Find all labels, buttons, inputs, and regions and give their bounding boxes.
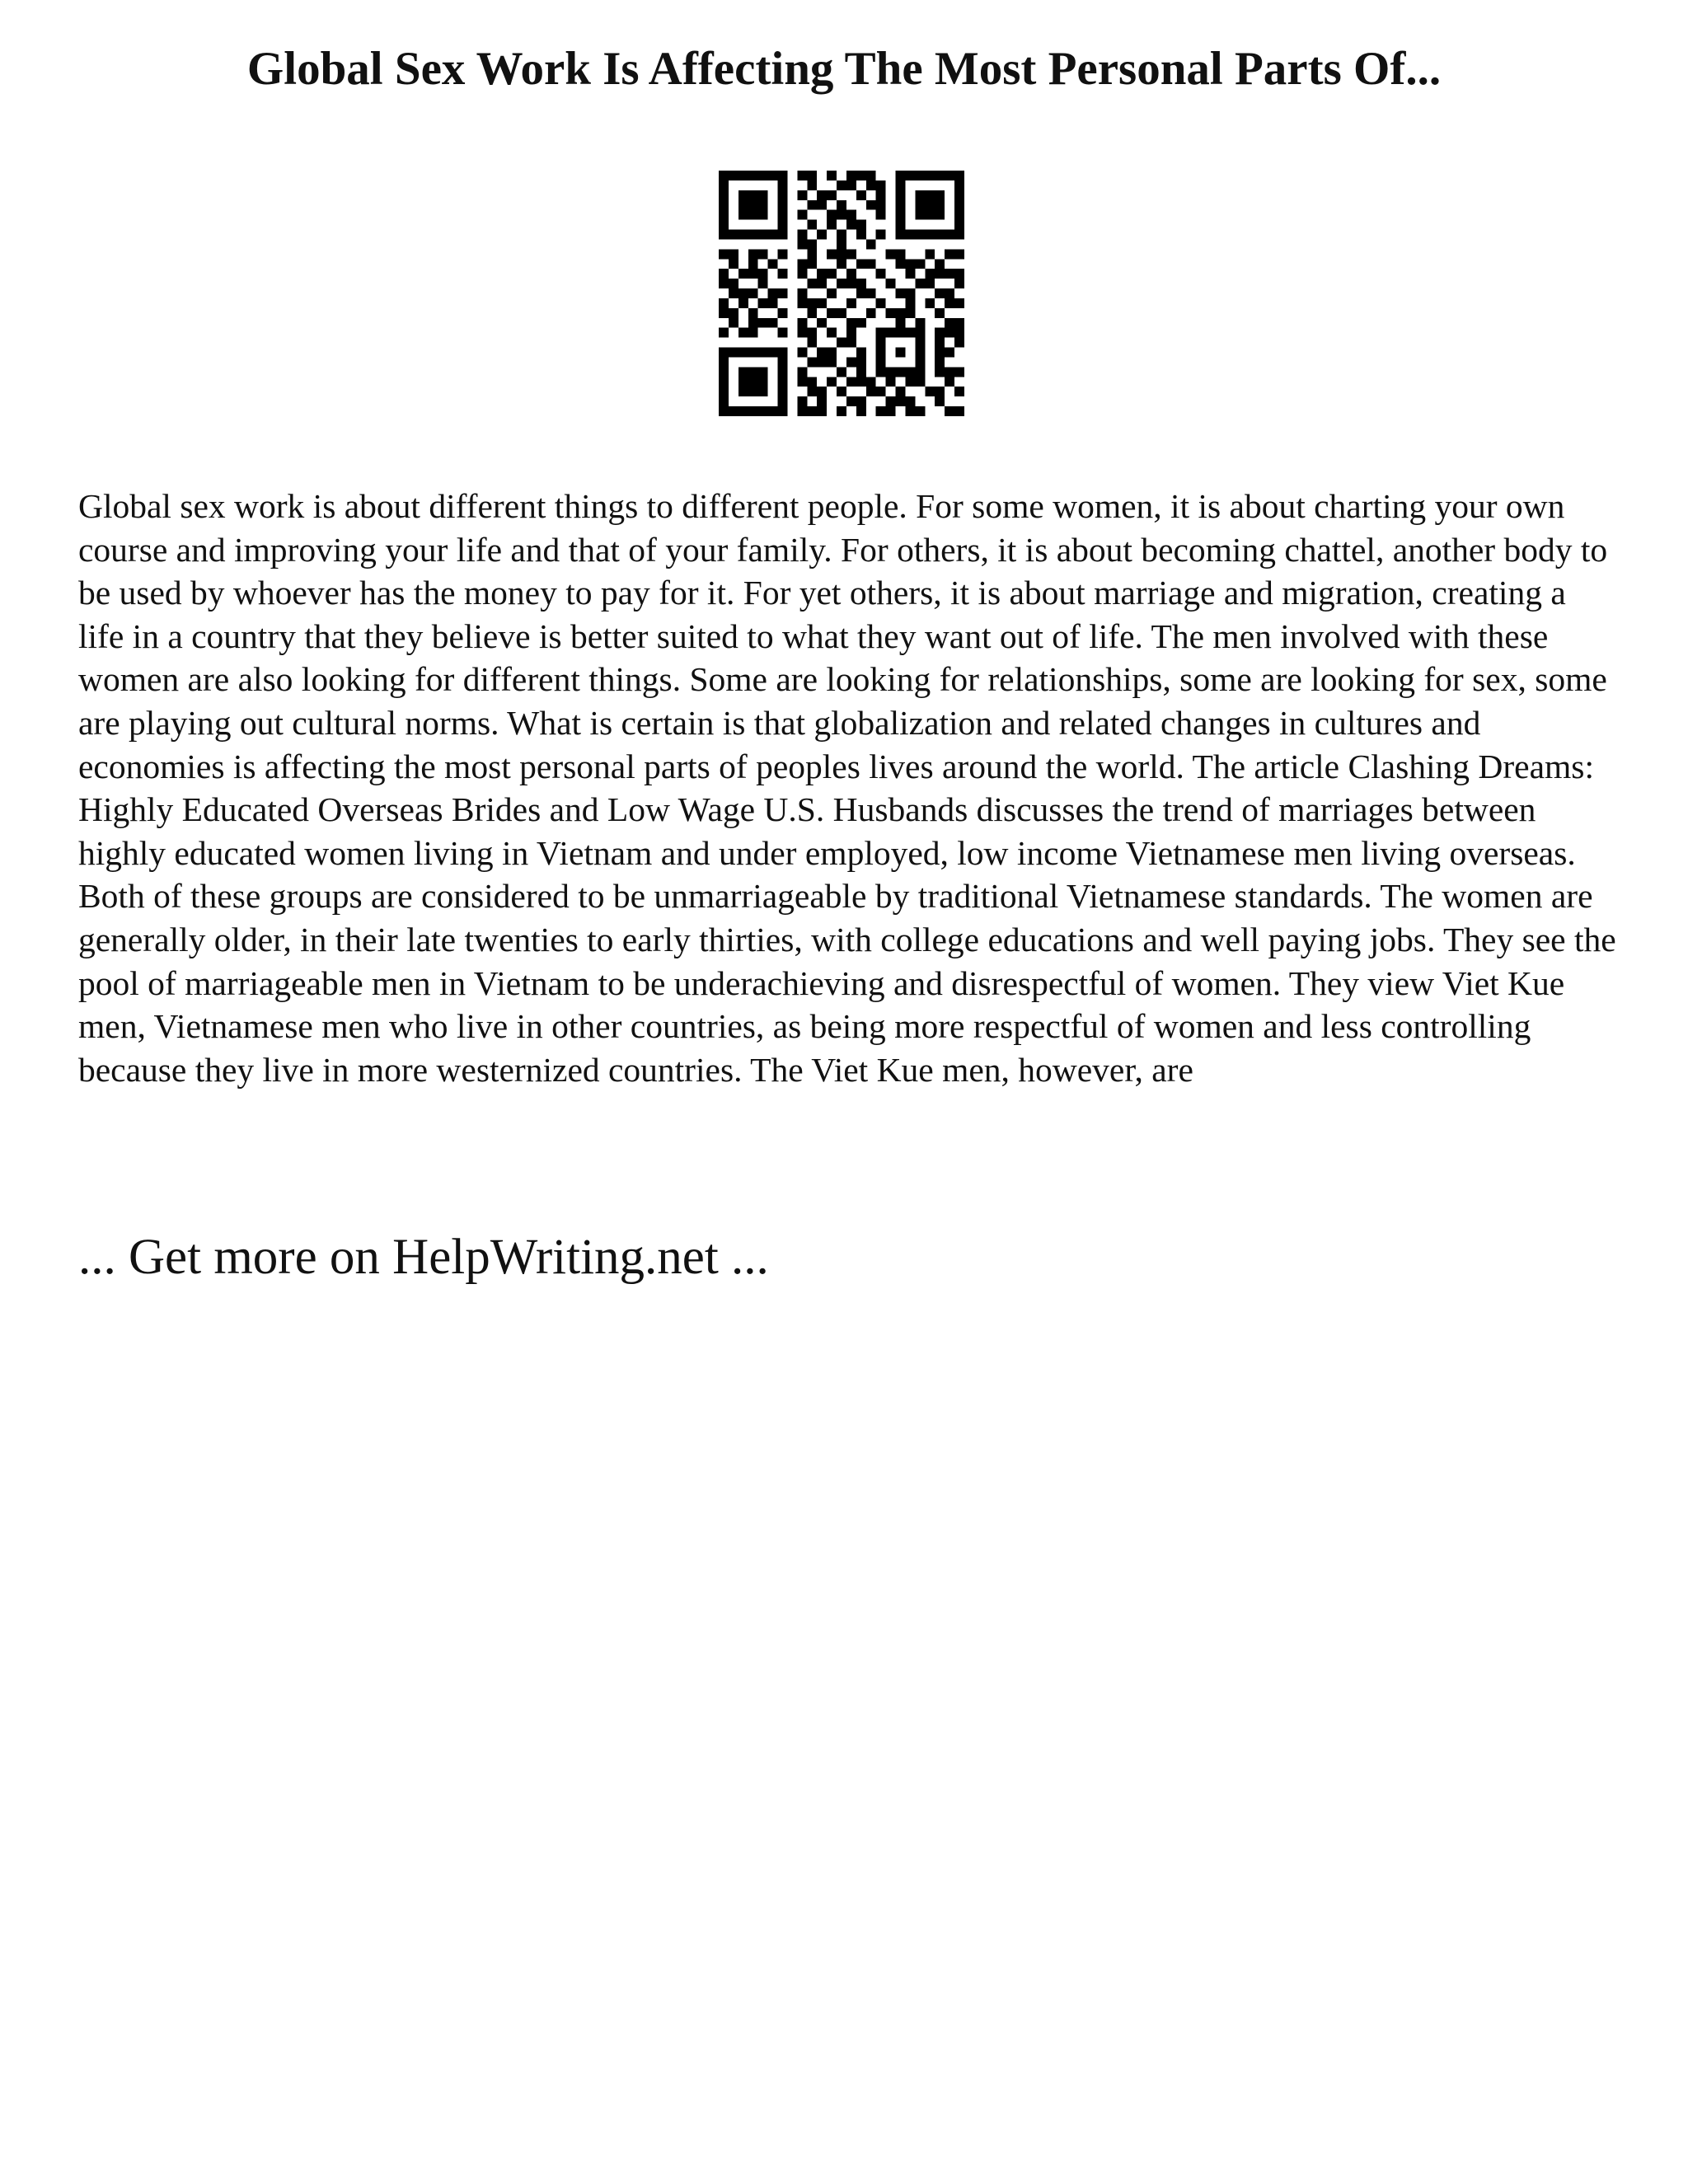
- document-title: Global Sex Work Is Affecting The Most Personal Parts Of...: [246, 43, 1442, 95]
- body-paragraph: Global sex work is about different things to different people. For some women, it is about charting your own course and improving your life and that of your family. For others, it is about becoming chattel, another body to be used by whoever has the money to pay for it. For yet others, it is about marriage and migration, creating a life in a country that they believe is better suited to what they want out of life. The men involved with these women are also looking for different things. Some are looking for relationships, some are looking for sex, some are playing out cultural norms. What is certain is that globalization and related changes in cultures and economies is affecting the most personal parts of peoples lives around the world. The article Clashing Dreams: Highly Educated Overseas Brides and Low Wage U.S. Husbands discusses the trend of marriages between highly educated women living in Vietnam and under employed, low income Vietnamese men living overseas. Both of these groups are considered to be unmarriageable by traditional Vietnamese standards. The women are generally older, in their late twenties to early thirties, with college educations and well paying jobs. They see the pool of marriageable men in Vietnam to be underachieving and disrespectful of women. They view Viet Kue men, Vietnamese men who live in other countries, as being more respectful of women and less controlling because they live in more westernized countries. The Viet Kue men, however, are: [78, 487, 1616, 1089]
- qr-code-icon: [719, 171, 964, 416]
- more-link[interactable]: ... Get more on HelpWriting.net ...: [78, 1230, 769, 1285]
